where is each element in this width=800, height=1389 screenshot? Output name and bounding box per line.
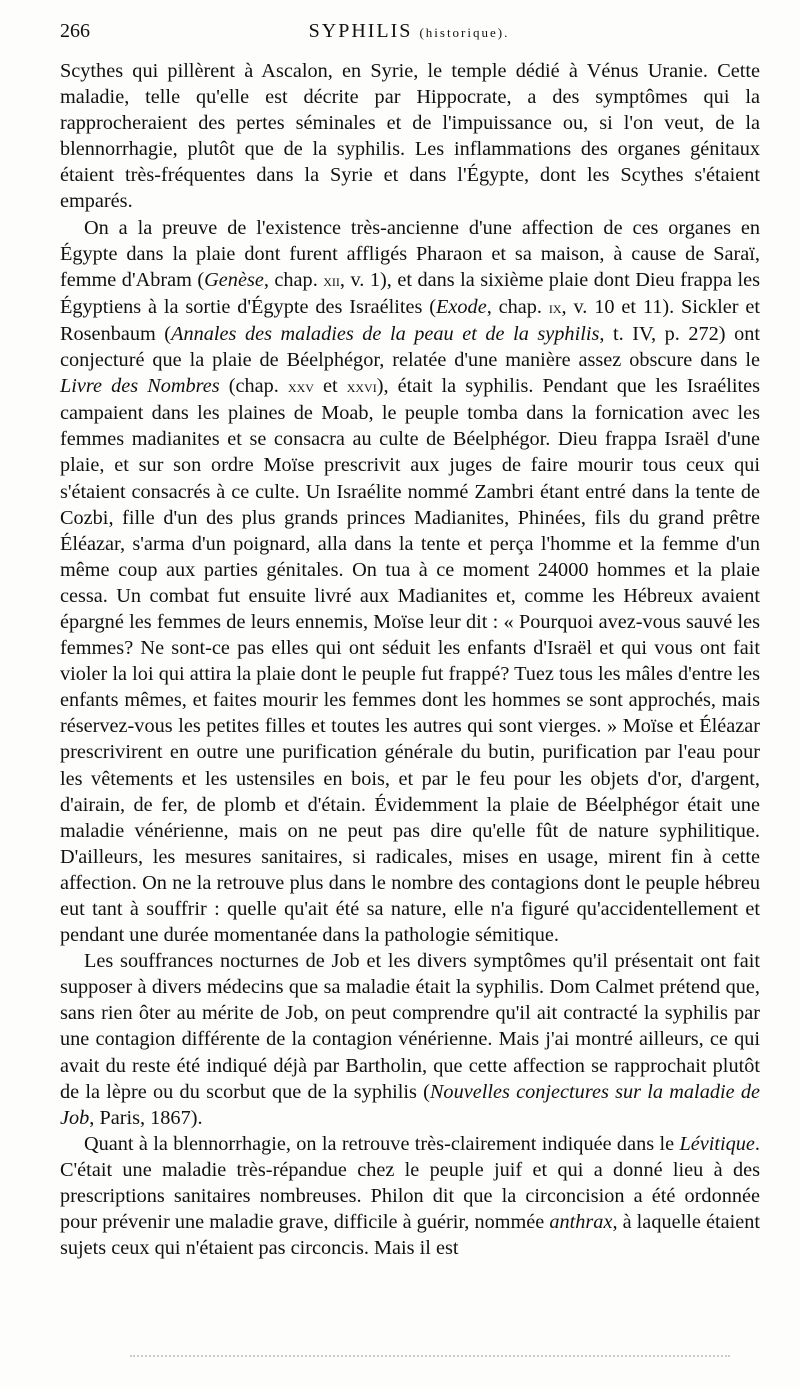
text-segment: , t. IV, p. 272) ont conjecturé que la plaie de Béelphégor, relatée d'une manière assez obscure dans le <box>60 322 760 372</box>
italic-segment: Annales des maladies de la peau et de la syphilis <box>171 322 600 345</box>
running-title-main: SYPHILIS <box>308 20 413 42</box>
text-segment: (chap. <box>219 375 288 398</box>
footer-rule <box>130 1355 730 1359</box>
small-caps-segment: xxv <box>287 377 314 397</box>
italic-segment: anthrax <box>549 1211 613 1234</box>
text-segment: , chap. <box>486 295 549 318</box>
text-segment: , chap. <box>263 268 324 291</box>
italic-segment: Lévitique <box>679 1132 755 1155</box>
paragraph-4 <box>60 1131 760 1261</box>
text-segment: Les souffrances nocturnes de Job et les divers symptômes qu'il présentait ont fait supposer à divers médecins que sa maladie était la syphilis. Dom Calmet prétend que, sans rien ôter au mérite de Job, on peut comprendre qu'il ait contracté la syphilis par une contagion différente de la contagion vénérienne. Mais j'ai montré ailleurs, ce qui avait du reste été indiqué déjà par Bartholin, que cette affection se rapprochait plutôt de la lèpre ou du scorbut que de la syphilis ( <box>60 950 760 1103</box>
text-segment: Scythes qui pillèrent à Ascalon, en Syrie, le temple dédié à Vénus Uranie. Cette maladie, telle qu'elle est décrite par Hippocrate, a des symptômes qui la rapprocheraient des pertes séminales et de l'impuissance ou, si l'on veut, de la blennorrhagie, plutôt que de la syphilis. Les inflammations des organes génitaux étaient très-fréquentes dans la Syrie et dans l'Égypte, dont les Scythes s'étaient emparés. <box>60 60 760 213</box>
text-segment: ), était la syphilis. Pendant que les Israélites campaient dans les plaines de Moab, le peuple tomba dans la fornication avec les femmes madianites et se consacra au culte de Béelphégor. Dieu frappa Israël d'une plaie, et sur son ordre Moïse prescrivit aux juges de faire mourir tous ceux qui s'étaient consacrés à ce culte. Un Israélite nommé Zambri étant entré dans la tente de Cozbi, fille d'un des plus grands princes Madianites, Phinées, fils du grand prêtre Éléazar, s'arma d'un poignard, alla dans la tente et perça l'homme et la femme d'un même coup aux parties génitales. On tua à ce moment 24000 hommes et la plaie cessa. Un combat fut ensuite livré aux Madianites et, comme les Hébreux avaient épargné les femmes de leurs ennemis, Moïse leur dit : « Pourquoi avez-vous sauvé les femmes? Ne sont-ce pas elles qui ont séduit les enfants d'Israël et qui vous ont fait violer la loi qui attira la plaie dont le peuple fut frappé? Tuez tous les mâles d'entre les enfants mêmes, et faites mourir les femmes dont les hommes se sont approchés, mais réservez-vous les petites filles et toutes les autres qui sont vierges. » Moïse et Éléazar prescrivirent en outre une purification générale du butin, purification par l'eau pour les vêtements et les ustensiles en bois, et par le feu pour les objets d'or, d'argent, d'airain, de fer, de plomb et d'étain. Évidemment la plaie de Béelphégor était une maladie vénérienne, mais on ne peut pas dire qu'elle fût de nature syphilitique. D'ailleurs, les mesures sanitaires, si radicales, mises en usage, mirent fin à cette affection. On ne la retrouve plus dans le nombre des contagions dont le peuple hébreu eut tant à souffrir : quelle qu'ait été sa nature, elle n'a figuré qu'accidentellement et pendant une durée momentanée dans la pathologie sémitique. <box>60 375 761 947</box>
text-segment: . C'était une maladie très-répandue chez le peuple juif et qui a donné lieu à des prescriptions sanitaires nombreuses. Philon dit que la circoncision a été ordonnée pour prévenir une maladie grave, difficile à guérir, nommée <box>60 1132 760 1234</box>
small-caps-segment: ix <box>548 297 562 317</box>
page-body <box>60 58 760 1261</box>
italic-segment: Genèse <box>204 268 264 291</box>
paragraph-2 <box>60 215 760 949</box>
paragraph-3 <box>60 948 760 1131</box>
text-segment: Quant à la blennorrhagie, on la retrouve très-clairement indiquée dans le <box>84 1132 680 1155</box>
running-title-sub: (historique). <box>419 25 510 40</box>
text-segment: , v. 1), et dans la sixième plaie dont Dieu frappa les Égyptiens à la sortie d'Égypte des Israélites ( <box>60 268 760 318</box>
page-number: 266 <box>60 20 90 42</box>
italic-segment: Exode <box>436 295 487 318</box>
running-header <box>60 20 758 50</box>
running-title <box>60 20 758 43</box>
text-segment: , à laquelle étaient sujets ceux qui n'étaient pas circoncis. Mais il est <box>60 1211 760 1260</box>
text-segment: et <box>313 375 347 398</box>
paragraph-1 <box>60 58 760 215</box>
italic-segment: Nouvelles conjectures sur la maladie de Job <box>60 1080 760 1129</box>
text-segment: , v. 10 et 11). Sickler et Rosenbaum ( <box>60 295 760 345</box>
italic-segment: Livre des Nombres <box>60 375 220 398</box>
small-caps-segment: xxvi <box>346 377 377 397</box>
text-segment: On a la preuve de l'existence très-ancienne d'une affection de ces organes en Égypte dans la plaie dont furent affligés Pharaon et sa maison, à cause de Saraï, femme d'Abram ( <box>60 216 760 291</box>
text-segment: , Paris, 1867). <box>89 1106 203 1129</box>
small-caps-segment: xii <box>323 270 340 290</box>
